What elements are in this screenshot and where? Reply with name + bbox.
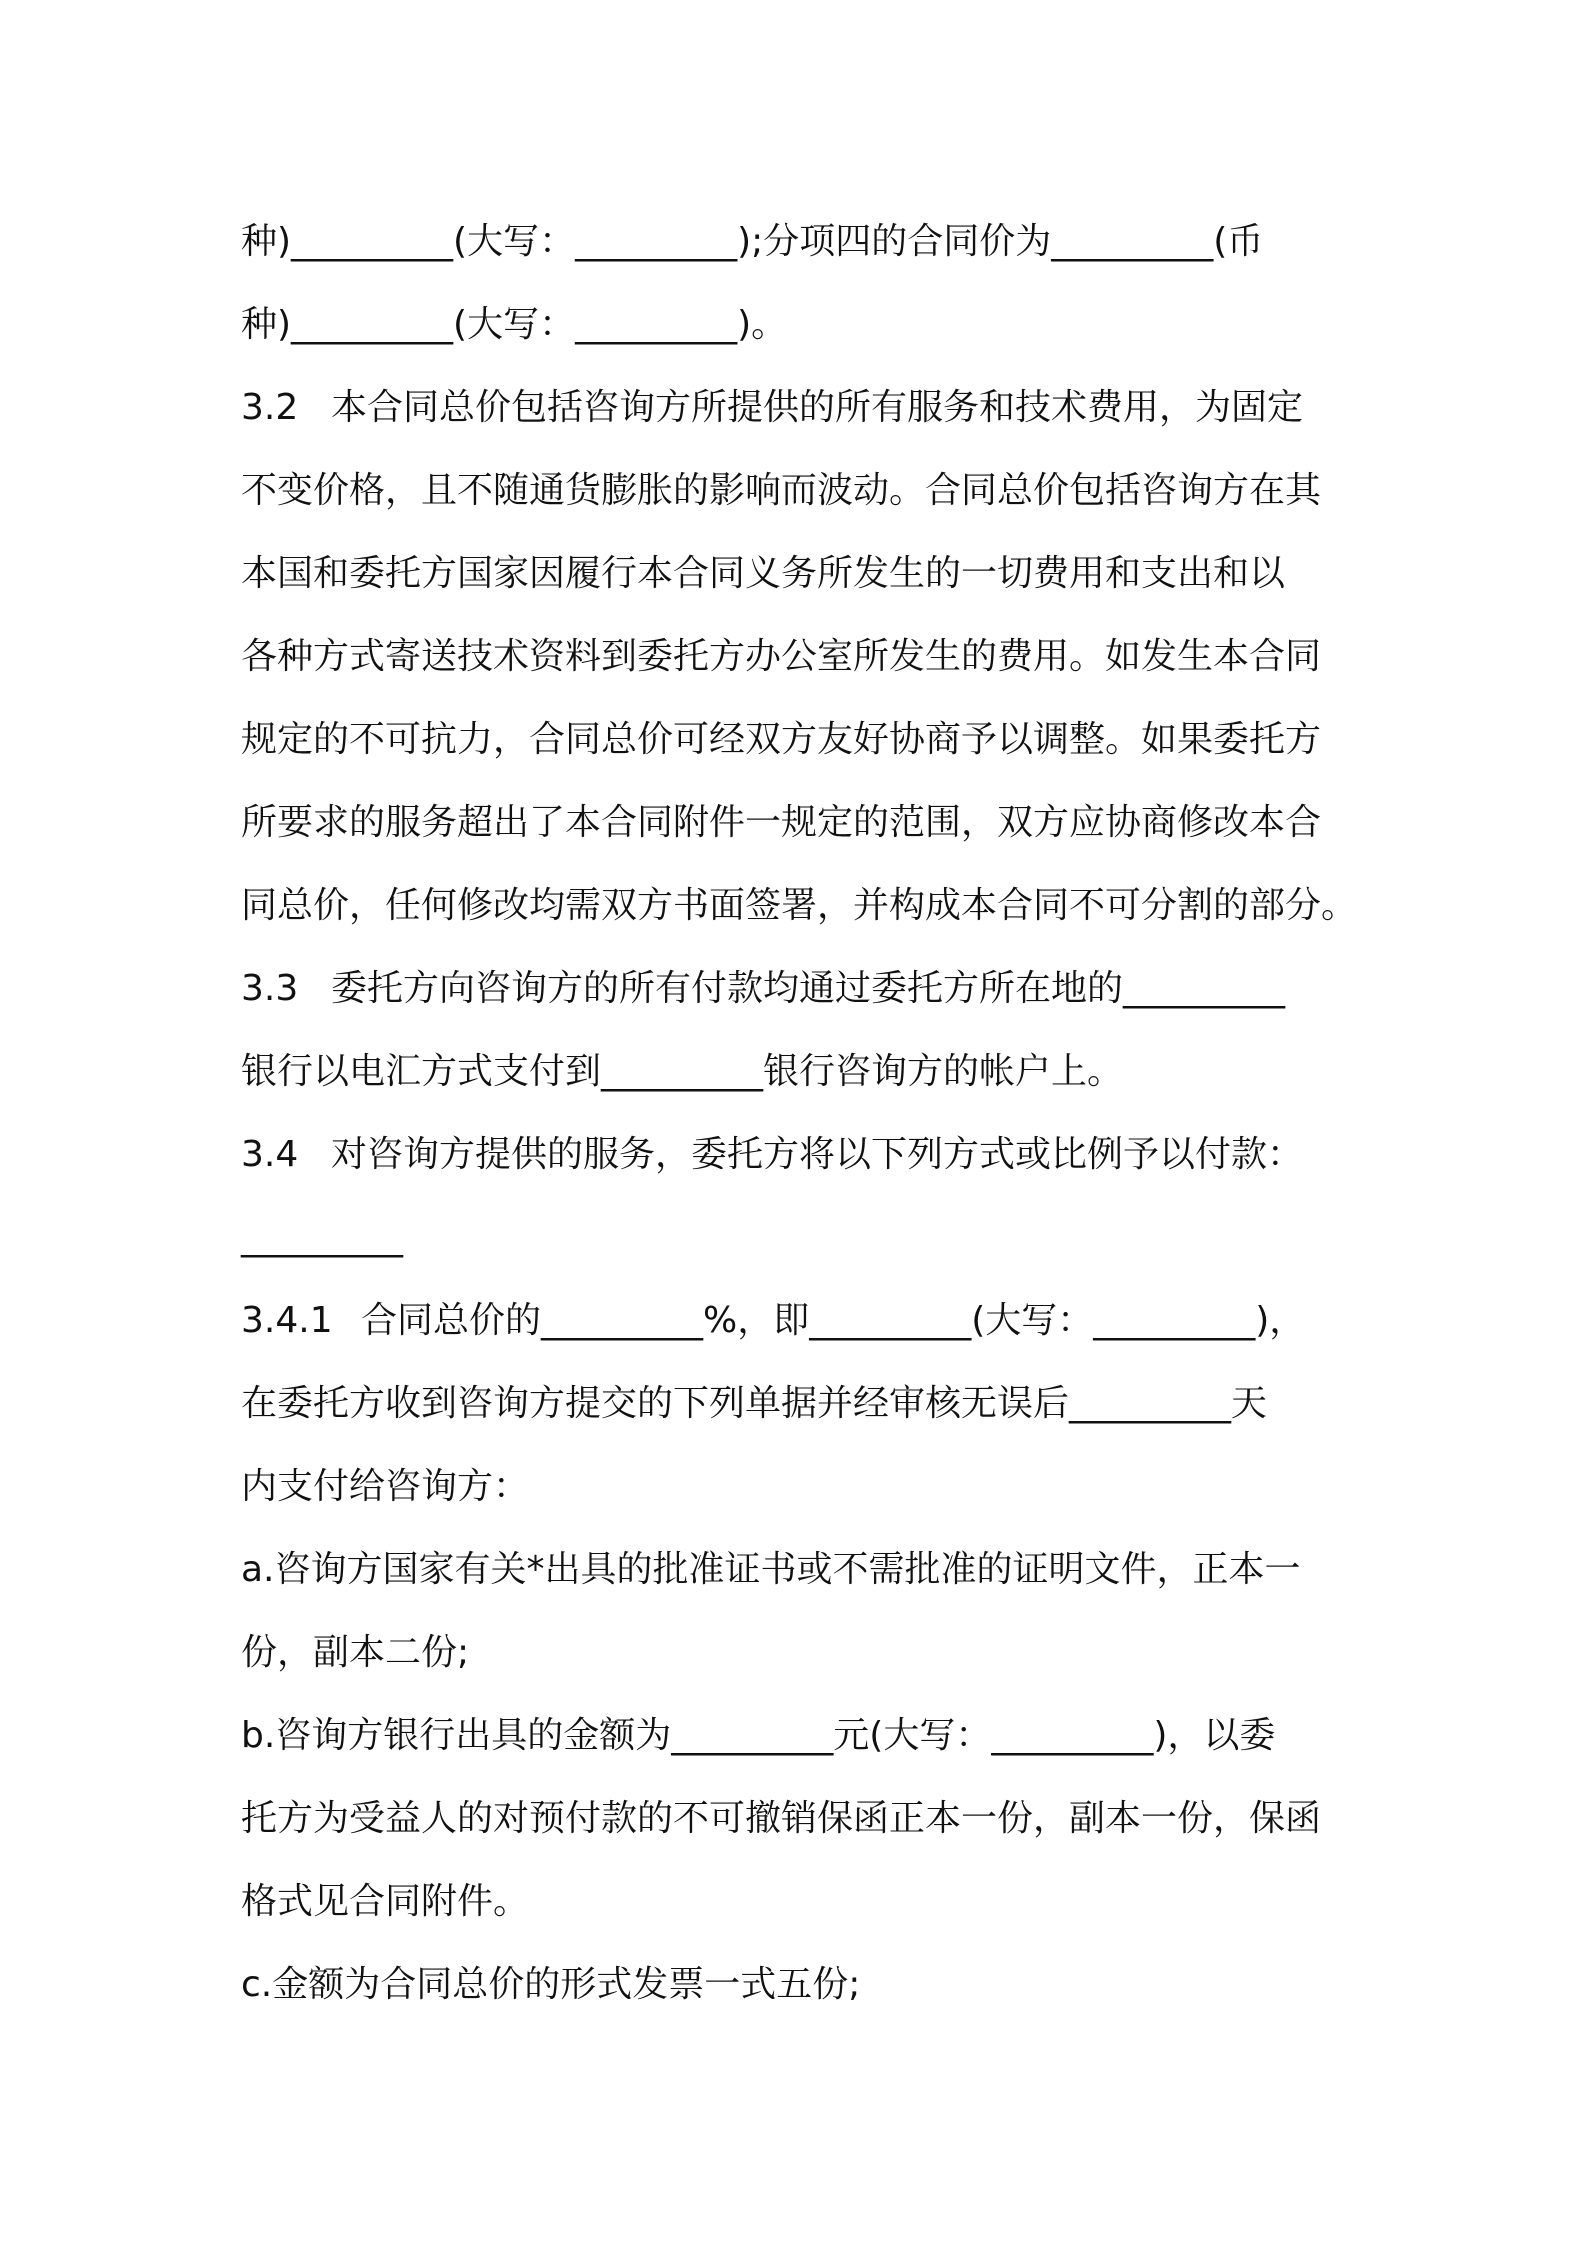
section-number: 3.3 (241, 968, 299, 1009)
text-line: 托方为受益人的对预付款的不可撤销保函正本一份，副本一份，保函 (241, 1798, 1322, 1839)
clause-3-3-line (241, 947, 1356, 1030)
list-item-b: b.咨询方银行出具的金额为_________元(大写：_________)，以委 (241, 1715, 1276, 1756)
text-line: 委托方向咨询方的所有付款均通过委托方所在地的_________ (331, 968, 1286, 1009)
text-line: 本国和委托方国家因履行本合同义务所发生的一切费用和支出和以 (241, 553, 1286, 594)
section-number: 3.4.1 (241, 1300, 333, 1341)
text-line: 格式见合同附件。 (241, 1881, 530, 1922)
text-line: 种)_________(大写：_________)。 (241, 304, 788, 345)
clause-3-2-line (241, 366, 1356, 449)
text-line: 同总价，任何修改均需双方书面签署，并构成本合同不可分割的部分。 (241, 885, 1358, 926)
text-line: 不变价格，且不随通货膨胀的影响而波动。合同总价包括咨询方在其 (241, 470, 1322, 511)
blank-line: _________ (241, 1217, 403, 1258)
text-line: 对咨询方提供的服务，委托方将以下列方式或比例予以付款： (331, 1134, 1304, 1175)
section-number: 3.4 (241, 1134, 299, 1175)
text-line: 各种方式寄送技术资料到委托方办公室所发生的费用。如发生本合同 (241, 636, 1322, 677)
text-line: 内支付给咨询方： (241, 1466, 530, 1507)
text-line: 份，副本二份; (241, 1632, 470, 1673)
text-line: 合同总价的_________%，即_________(大写：_________)， (361, 1300, 1306, 1341)
text-line: 所要求的服务超出了本合同附件一规定的范围，双方应协商修改本合 (241, 802, 1322, 843)
text-line: 银行以电汇方式支付到_________银行咨询方的帐户上。 (241, 1051, 1124, 1092)
list-item-a: a.咨询方国家有关*出具的批准证书或不需批准的证明文件，正本一 (241, 1549, 1301, 1590)
list-item-c: c.金额为合同总价的形式发票一式五份; (241, 1964, 861, 2005)
text-line: 种)_________(大写：_________);分项四的合同价为_________(币 (241, 221, 1264, 262)
text-line: 本合同总价包括咨询方所提供的所有服务和技术费用，为固定 (331, 387, 1304, 428)
document-body (241, 200, 1356, 2026)
clause-3-4-1-line (241, 1279, 1356, 1362)
text-line: 在委托方收到咨询方提交的下列单据并经审核无误后_________天 (241, 1383, 1268, 1424)
clause-3-4-line (241, 1113, 1356, 1196)
section-number: 3.2 (241, 387, 299, 428)
text-line: 规定的不可抗力，合同总价可经双方友好协商予以调整。如果委托方 (241, 719, 1322, 760)
